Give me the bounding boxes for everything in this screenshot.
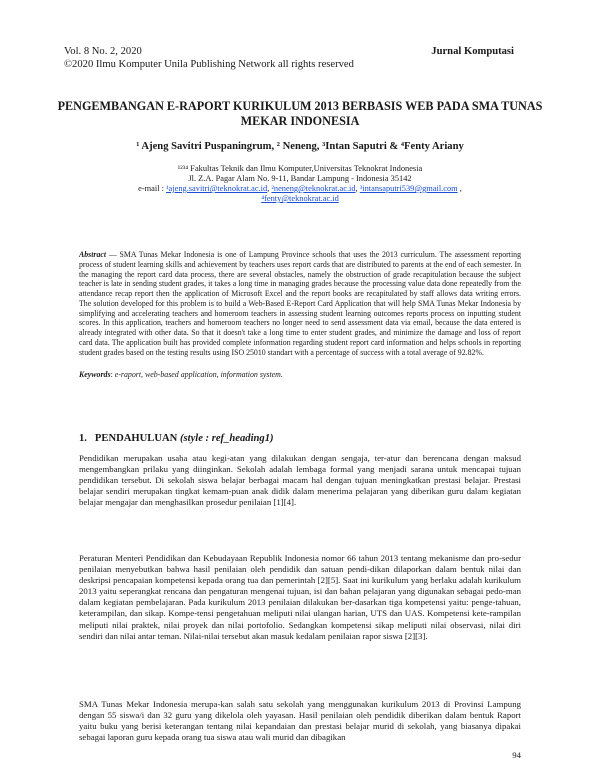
email-line [40, 184, 560, 194]
journal-name: Jurnal Komputasi [431, 46, 514, 57]
page-number: 94 [512, 750, 521, 760]
email-link-2[interactable]: ²neneng@teknokrat.ac.id [271, 184, 356, 193]
email-label: e-mail : [138, 184, 164, 193]
keywords-block [79, 370, 521, 380]
email-link-4[interactable]: ⁴fenty@teknokrat.ac.id [261, 194, 339, 203]
affiliation-address: Jl. Z.A. Pagar Alam No. 9-11, Bandar Lampung - Indonesia 35142 [188, 174, 412, 183]
abstract-dash: — [106, 250, 120, 259]
abstract-block [79, 250, 521, 357]
section-style-note: (style : ref_heading1) [179, 433, 274, 444]
body-paragraph: Pendidikan merupakan usaha atau kegi-atan yang dilakukan dengan sengaja, ter-atur dan berencana dengan maksud mengembangkan prilaku yang diinginkan. Sekolah adalah lembaga formal yang menjadi sarana untuk mencapai tujuan pendidikan tersebut. Di sekolah siswa belajar berbagai macam hal dengan tujuan meningkatkan prestasi belajar. Prestasi belajar sendiri merupakan tingkat kemam-puan anak didik dalam menerima pelajaran yang diberikan guru dalam kegiatan belajar mengajar dan menghasilkan prosedur penilaian [1][4]. [79, 453, 521, 508]
running-header [64, 45, 354, 71]
body-paragraph: Peraturan Menteri Pendidikan dan Kebudayaan Republik Indonesia nomor 66 tahun 2013 tentang mekanisme dan pro-sedur penilaian menyebutkan bahwa hasil penilaian oleh pendidik dan satuan pendi-dikan dilaporkan dalam bentuk nilai dan deskripsi pencapaian kompetensi kepada orang tua dan pemerintah [2][5]. Saat ini kurikulum yang berlaku adalah kurikulum 2013 yaitu seperangkat rencana dan pengaturan mengenai tujuan, isi dan bahan pelajaran yang digunakan sebagai pedo-man dalam kegiatan pembelajaran. Pada kurikulum 2013 penilaian dilakukan ber-dasarkan tiga kompetensi yaitu: penge-tahuan, keterampilan, dan sikap. Kompe-tensi pengetahuan meliputi nilai ulangan harian, UTS dan UAS. Kompetensi kete-rampilan meliputi nilai praktek, nilai proyek dan nilai portofolio. Sedangkan kompetensi sikap meliputi nilai observasi, nilai diri sendiri dan nilai antar teman. Nilai-nilai tersebut akan masuk kedalam penilaian rapor siswa [2][3]. [79, 553, 521, 641]
abstract-label: Abstract [79, 250, 107, 259]
section-title: PENDAHULUAN [94, 433, 178, 444]
keywords-colon: : [110, 370, 115, 379]
email-link-3[interactable]: ³intansaputri539@gmail.com [359, 184, 458, 193]
section-heading [79, 432, 274, 445]
email-separator: , [267, 184, 272, 193]
email-separator: , [355, 184, 360, 193]
copyright-notice: ©2020 Ilmu Komputer Unila Publishing Network all rights reserved [64, 59, 354, 70]
body-paragraph: SMA Tunas Mekar Indonesia merupa-kan salah satu sekolah yang menggunakan kurikulum 2013 di Provinsi Lampung dengan 55 siswa/i dan 32 guru yang dikelola oleh yayasan. Hasil penilaian oleh pendidik diberikan dalam bentuk Raport yaitu buku yang berisi keterangan tentang nilai kepandaian dan prestasi belajar murid di sekolah, yang biasanya dipakai sebagai laporan guru kepada orang tua siswa atau wali murid dan dibagikan [79, 699, 521, 743]
author-list: ¹ Ajeng Savitri Puspaningrum, ² Neneng, ³Intan Saputri & ⁴Fenty Ariany [136, 141, 464, 152]
affiliation-faculty: ¹²³⁴ Fakultas Teknik dan Ilmu Komputer,Universitas Teknokrat Indonesia [177, 164, 423, 173]
affiliation-block [40, 164, 560, 204]
keywords-value: e-raport, web-based application, information system. [114, 370, 283, 379]
keywords-label: Keywords [79, 370, 111, 379]
email-separator: , [457, 184, 462, 193]
paper-title: PENGEMBANGAN E-RAPORT KURIKULUM 2013 BERBASIS WEB PADA SMA TUNAS MEKAR INDONESIA [57, 99, 543, 128]
email-link-1[interactable]: ¹ajeng.savitri@teknokrat.ac.id [166, 184, 268, 193]
email-line-2 [40, 194, 560, 204]
volume-info: Vol. 8 No. 2, 2020 [64, 46, 142, 57]
section-number: 1. [79, 433, 87, 444]
abstract-text: SMA Tunas Mekar Indonesia is one of Lampung Province schools that uses the 2013 curriculum. The assessment reporting process of student learning skills and achievement by teachers uses report cards that are distributed to parents at the end of each semester. In the managing the report card data process, there are several obstacles, namely the obstruction of grade recapitulation because the subject teacher is late in sending student grades, it takes a long time in managing grades because the processing value data done repeatedly from the attendance recap report then the application of Microsoft Excel and the report books are recapitulated by staff allows data writing errors. The solution developed for this problem is to build a Web-Based E-Report Card Application that will help SMA Tunas Mekar Indonesia by simplifying and accelerating teachers and homeroom teachers in assessing student learning outcomes reports process on inputting student scores. In this application, teachers and homeroom teachers no longer need to send assessment data via email, because the data entered is already integrated with other data. So that it doesn't take a long time to enter student grades, and minimize the damage and loss of report card data. The application built has provided complete information regarding student report card information and helps schools in reporting student grades based on the testing results using ISO 25010 standart with a percentage of success with a total average of 92.82%. [79, 250, 521, 357]
